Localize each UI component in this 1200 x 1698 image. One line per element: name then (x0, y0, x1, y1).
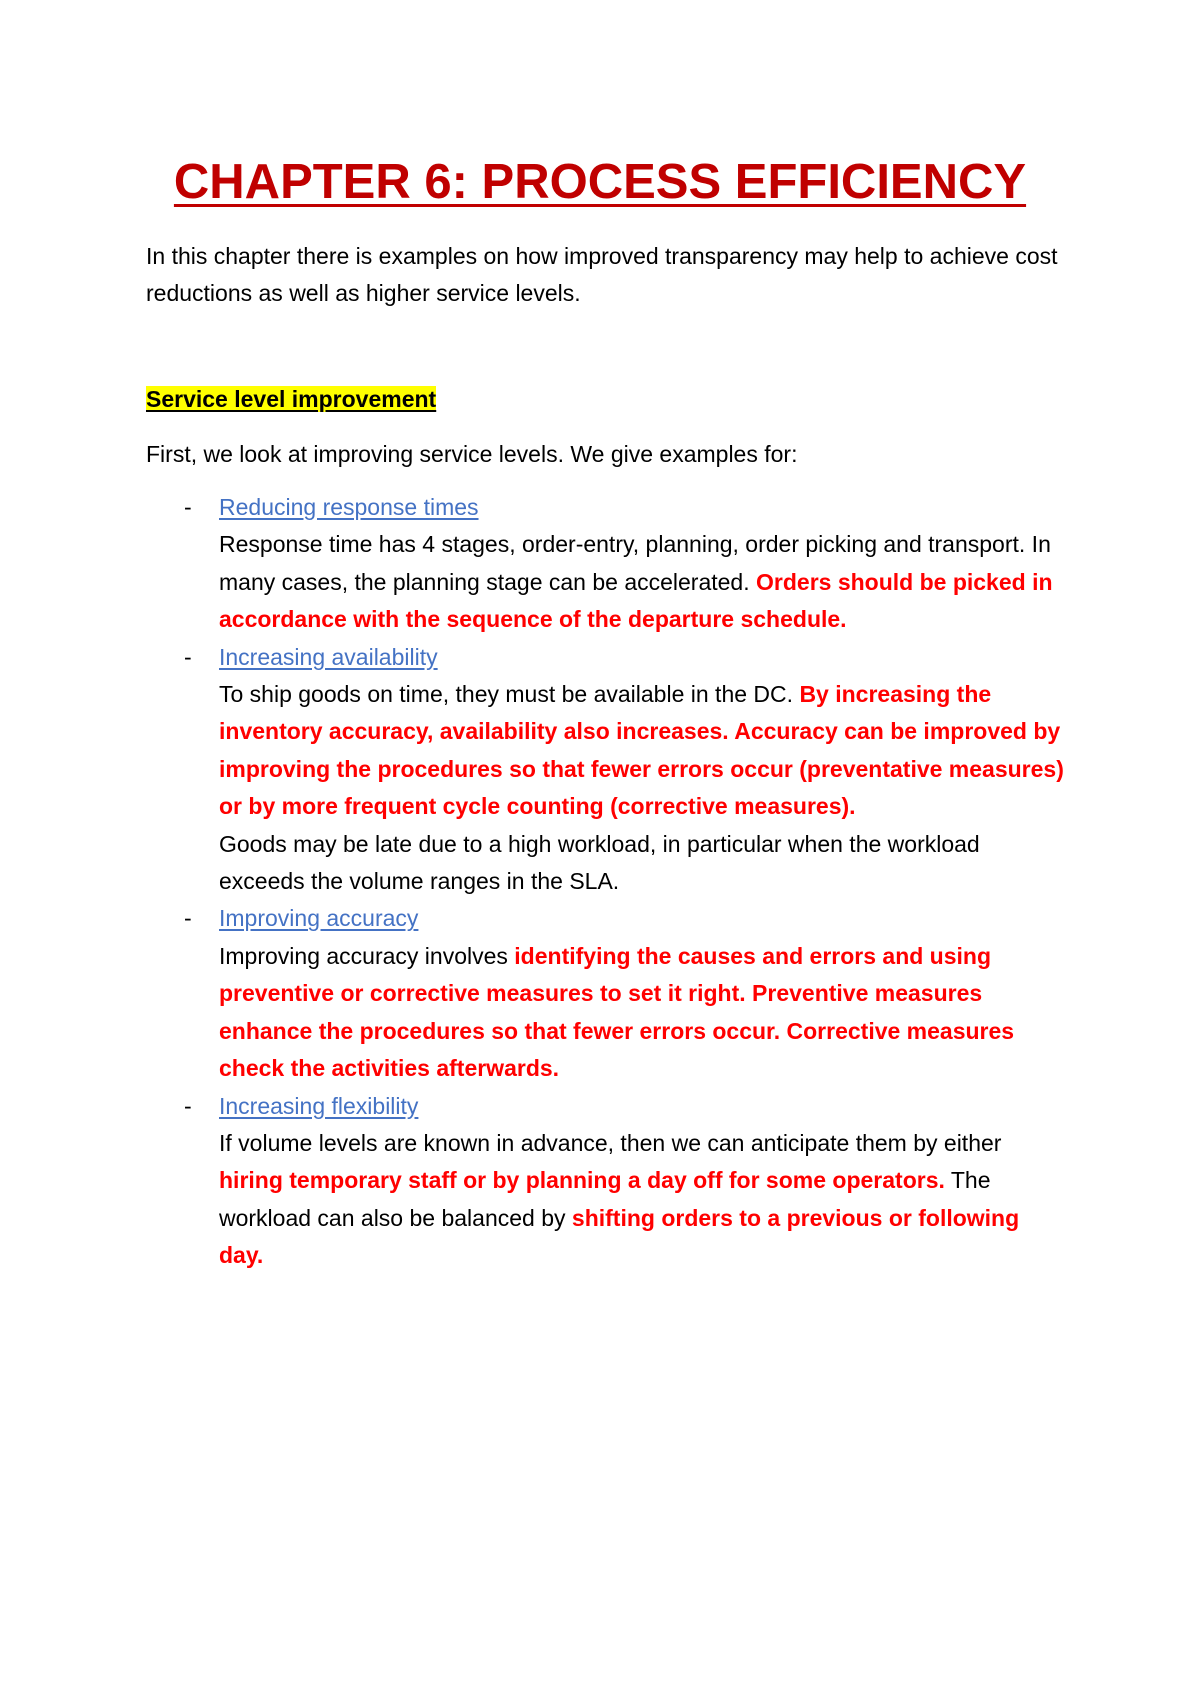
lead-paragraph: First, we look at improving service levels. We give examples for: (146, 441, 798, 467)
item-emphasis: Orders should be picked in accordance with the sequence of the departure schedule. (219, 568, 1053, 633)
chapter-title: CHAPTER 6: PROCESS EFFICIENCY (173, 155, 1027, 209)
item-body-flexibility (219, 1125, 1066, 1275)
item-body-accuracy (219, 938, 1066, 1088)
section-heading (146, 382, 436, 416)
list-item-accuracy (146, 900, 1066, 1087)
list-item-availability (146, 639, 1066, 901)
item-title-accuracy[interactable]: Improving accuracy (219, 905, 419, 932)
item-emphasis: By increasing the inventory accuracy, availability also increases. Accuracy can be improved by improving the procedures so that fewer errors occur (preventative measures) or by more frequent cycle counting (corrective measures). (219, 681, 1064, 820)
item-title-availability[interactable]: Increasing availability (219, 643, 438, 670)
list-item-response-times (146, 489, 1066, 639)
item-body-response-times (219, 526, 1066, 638)
list-item-flexibility (146, 1088, 1066, 1275)
item-text: The workload can also be balanced by (219, 1167, 991, 1231)
item-body-availability-2: Goods may be late due to a high workload, in particular when the workload exceeds the volume ranges in the SLA. (219, 830, 980, 895)
examples-list (146, 489, 1066, 1275)
item-text: Response time has 4 stages, order-entry, planning, order picking and transport. In many cases, the planning stage can be accelerated. (219, 531, 1051, 595)
intro-paragraph: In this chapter there is examples on how improved transparency may help to achieve cost reductions as well as higher service levels. (146, 243, 1058, 306)
item-title-response-times[interactable]: Reducing response times (219, 494, 479, 520)
item-emphasis: shifting orders to a previous or following day. (219, 1204, 1020, 1269)
item-emphasis: identifying the causes and errors and using preventive or corrective measures to set it right. Preventive measures enhance the procedures so that fewer errors occur. Corrective measures check the activities afterwards. (219, 942, 1015, 1082)
list-dash: - (184, 494, 192, 520)
list-dash: - (184, 1092, 192, 1119)
item-title-flexibility[interactable]: Increasing flexibility (219, 1092, 419, 1119)
item-text: Improving accuracy involves (219, 942, 515, 969)
list-dash: - (184, 643, 192, 670)
item-body-availability (219, 676, 1066, 826)
item-emphasis: hiring temporary staff or by planning a day off for some operators. (219, 1167, 945, 1194)
section-heading-text: Service level improvement (146, 386, 437, 412)
item-text: To ship goods on time, they must be available in the DC. (219, 681, 800, 708)
item-text: If volume levels are known in advance, then we can anticipate them by either (219, 1129, 1002, 1156)
list-dash: - (184, 905, 192, 932)
